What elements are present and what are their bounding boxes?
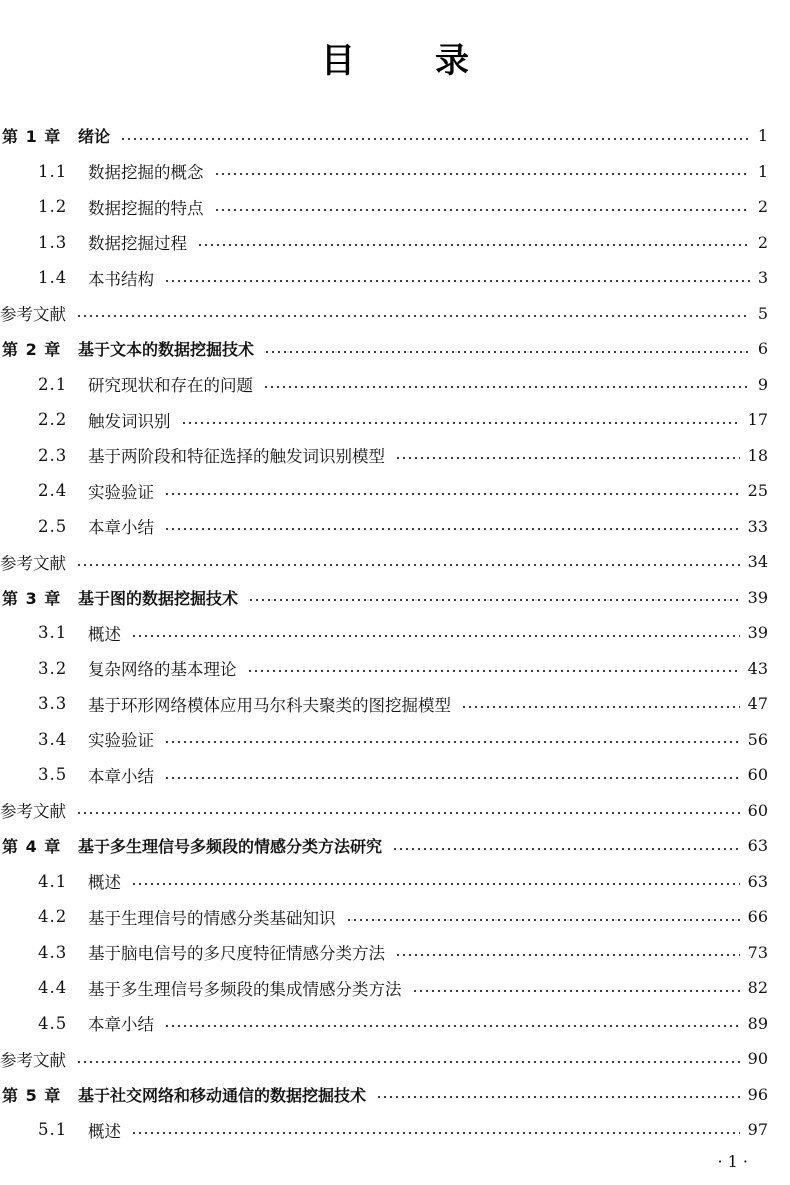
toc-entry-number: 5.1 — [38, 1120, 68, 1140]
toc-leader-dots — [376, 1095, 740, 1099]
toc-entry-title: 概述 — [88, 624, 121, 644]
toc-leader-dots — [214, 172, 750, 176]
toc-entry-title: 数据挖掘的特点 — [88, 198, 204, 218]
toc-leader-dots — [164, 492, 740, 496]
toc-entry-title: 数据挖掘的概念 — [88, 163, 204, 183]
toc-entry-title: 基于生理信号的情感分类基础知识 — [88, 908, 336, 928]
toc-entry-number: 2.1 — [38, 374, 68, 394]
toc-section-entry[interactable] — [0, 260, 768, 296]
toc-section-entry[interactable] — [0, 615, 768, 651]
toc-entry-title: 基于环形网络模体应用马尔科夫聚类的图挖掘模型 — [88, 695, 451, 715]
toc-entry-title: 参考文献 — [0, 553, 66, 573]
toc-entry-number: 第 1 章 — [2, 127, 62, 147]
toc-section-entry[interactable] — [0, 473, 768, 509]
toc-entry-page: 18 — [747, 445, 768, 465]
toc-leader-dots — [412, 989, 740, 993]
toc-entry-page: 1 — [757, 161, 768, 181]
table-of-contents — [0, 118, 768, 1148]
toc-entry-title: 基于多生理信号多频段的情感分类方法研究 — [78, 837, 383, 857]
toc-section-entry[interactable] — [0, 154, 768, 190]
toc-entry-title: 本章小结 — [88, 518, 154, 538]
toc-leader-dots — [164, 527, 740, 531]
toc-entry-page: 60 — [747, 765, 768, 785]
toc-entry-number: 第 3 章 — [2, 588, 62, 608]
toc-entry-number: 3.2 — [38, 658, 68, 678]
toc-leader-dots — [76, 563, 740, 567]
toc-leader-dots — [76, 314, 750, 318]
toc-entry-title: 本章小结 — [88, 766, 154, 786]
toc-leader-dots — [392, 847, 740, 851]
toc-entry-number: 1.4 — [38, 268, 68, 288]
toc-entry-number: 第 2 章 — [2, 340, 62, 360]
toc-section-entry[interactable] — [0, 686, 768, 722]
toc-entry-page: 39 — [747, 587, 768, 607]
toc-leader-dots — [131, 634, 740, 638]
toc-entry-page: 25 — [747, 481, 768, 501]
toc-entry-page: 89 — [747, 1013, 768, 1033]
toc-entry-page: 47 — [747, 694, 768, 714]
toc-section-entry[interactable] — [0, 864, 768, 900]
toc-entry-page: 96 — [747, 1084, 768, 1104]
toc-entry-number: 1.3 — [38, 232, 68, 252]
toc-section-entry[interactable] — [0, 367, 768, 403]
toc-entry-page: 33 — [747, 516, 768, 536]
toc-leader-dots — [164, 776, 740, 780]
toc-section-entry[interactable] — [0, 1006, 768, 1042]
toc-entry-title: 实验验证 — [88, 482, 154, 502]
toc-leader-dots — [76, 1060, 740, 1064]
toc-leader-dots — [395, 953, 740, 957]
toc-entry-number: 3.5 — [38, 765, 68, 785]
toc-entry-page: 3 — [757, 268, 768, 288]
toc-entry-title: 基于两阶段和特征选择的触发词识别模型 — [88, 447, 385, 467]
toc-leader-dots — [164, 1024, 740, 1028]
toc-entry-title: 基于社交网络和移动通信的数据挖掘技术 — [78, 1085, 367, 1105]
toc-entry-number: 第 5 章 — [2, 1085, 62, 1105]
toc-entry-number: 3.1 — [38, 623, 68, 643]
toc-leader-dots — [247, 669, 740, 673]
toc-section-entry[interactable] — [0, 970, 768, 1006]
toc-leader-dots — [164, 279, 750, 283]
toc-entry-number: 3.3 — [38, 694, 68, 714]
toc-references-entry[interactable] — [0, 296, 768, 332]
toc-entry-page: 63 — [747, 836, 768, 856]
toc-references-entry[interactable] — [0, 793, 768, 829]
toc-entry-title: 数据挖掘过程 — [88, 234, 187, 254]
toc-section-entry[interactable] — [0, 722, 768, 758]
toc-references-entry[interactable] — [0, 1041, 768, 1077]
toc-leader-dots — [248, 598, 740, 602]
toc-chapter-entry[interactable] — [0, 331, 768, 367]
toc-entry-page: 82 — [747, 978, 768, 998]
toc-entry-title: 基于图的数据挖掘技术 — [78, 588, 239, 608]
toc-entry-title: 实验验证 — [88, 731, 154, 751]
toc-leader-dots — [346, 918, 740, 922]
toc-section-entry[interactable] — [0, 935, 768, 971]
toc-leader-dots — [131, 1131, 740, 1135]
toc-entry-page: 73 — [747, 942, 768, 962]
toc-section-entry[interactable] — [0, 757, 768, 793]
title-char-1: 目 — [321, 40, 355, 81]
toc-leader-dots — [197, 243, 750, 247]
toc-entry-page: 9 — [757, 374, 768, 394]
toc-leader-dots — [461, 705, 740, 709]
toc-leader-dots — [164, 740, 740, 744]
toc-section-entry[interactable] — [0, 402, 768, 438]
toc-entry-page: 97 — [747, 1120, 768, 1140]
toc-entry-title: 概述 — [88, 1121, 121, 1141]
page-title — [0, 32, 790, 82]
toc-entry-page: 6 — [757, 339, 768, 359]
toc-entry-number: 2.2 — [38, 410, 68, 430]
toc-entry-page: 2 — [757, 232, 768, 252]
toc-entry-page: 17 — [747, 410, 768, 430]
toc-entry-page: 39 — [747, 623, 768, 643]
toc-entry-page: 34 — [747, 552, 768, 572]
toc-entry-number: 2.3 — [38, 445, 68, 465]
toc-entry-title: 复杂网络的基本理论 — [88, 660, 237, 680]
toc-entry-number: 1.2 — [38, 197, 68, 217]
toc-leader-dots — [263, 385, 750, 389]
toc-entry-title: 绪论 — [78, 127, 111, 147]
toc-entry-number: 4.3 — [38, 942, 68, 962]
toc-entry-title: 本书结构 — [88, 269, 154, 289]
toc-leader-dots — [395, 456, 740, 460]
toc-entry-title: 概述 — [88, 873, 121, 893]
toc-chapter-entry[interactable] — [0, 1077, 768, 1113]
toc-leader-dots — [214, 208, 750, 212]
toc-entry-page: 2 — [757, 197, 768, 217]
toc-entry-number: 2.5 — [38, 516, 68, 536]
toc-section-entry[interactable] — [0, 225, 768, 261]
toc-entry-number: 4.2 — [38, 907, 68, 927]
toc-entry-title: 本章小结 — [88, 1015, 154, 1035]
toc-entry-number: 4.4 — [38, 978, 68, 998]
toc-entry-number: 2.4 — [38, 481, 68, 501]
toc-entry-title: 参考文献 — [0, 1050, 66, 1070]
toc-entry-page: 60 — [747, 800, 768, 820]
toc-leader-dots — [120, 137, 750, 141]
toc-leader-dots — [76, 811, 740, 815]
toc-entry-page: 43 — [747, 658, 768, 678]
toc-entry-title: 触发词识别 — [88, 411, 171, 431]
toc-entry-title: 参考文献 — [0, 802, 66, 822]
toc-section-entry[interactable] — [0, 651, 768, 687]
toc-chapter-entry[interactable] — [0, 580, 768, 616]
toc-entry-number: 4.1 — [38, 871, 68, 891]
toc-entry-title: 参考文献 — [0, 305, 66, 325]
page-footer-number: · 1 · — [717, 1152, 748, 1171]
toc-leader-dots — [181, 421, 740, 425]
toc-leader-dots — [264, 350, 750, 354]
toc-section-entry[interactable] — [0, 1112, 768, 1148]
toc-entry-number: 4.5 — [38, 1013, 68, 1033]
toc-entry-page: 63 — [747, 871, 768, 891]
toc-entry-number: 3.4 — [38, 729, 68, 749]
toc-section-entry[interactable] — [0, 189, 768, 225]
toc-entry-page: 56 — [747, 729, 768, 749]
toc-section-entry[interactable] — [0, 899, 768, 935]
toc-references-entry[interactable] — [0, 544, 768, 580]
toc-entry-page: 5 — [757, 303, 768, 323]
toc-entry-page: 66 — [747, 907, 768, 927]
title-char-2: 录 — [435, 40, 469, 81]
toc-section-entry[interactable] — [0, 438, 768, 474]
toc-entry-number: 第 4 章 — [2, 837, 62, 857]
toc-chapter-entry[interactable] — [0, 118, 768, 154]
toc-entry-title: 研究现状和存在的问题 — [88, 376, 253, 396]
toc-entry-title: 基于文本的数据挖掘技术 — [78, 340, 255, 360]
toc-entry-title: 基于脑电信号的多尺度特征情感分类方法 — [88, 944, 385, 964]
toc-entry-number: 1.1 — [38, 161, 68, 181]
toc-leader-dots — [131, 882, 740, 886]
toc-entry-page: 90 — [747, 1049, 768, 1069]
toc-chapter-entry[interactable] — [0, 828, 768, 864]
toc-entry-page: 1 — [757, 126, 768, 146]
toc-entry-title: 基于多生理信号多频段的集成情感分类方法 — [88, 979, 402, 999]
toc-section-entry[interactable] — [0, 509, 768, 545]
